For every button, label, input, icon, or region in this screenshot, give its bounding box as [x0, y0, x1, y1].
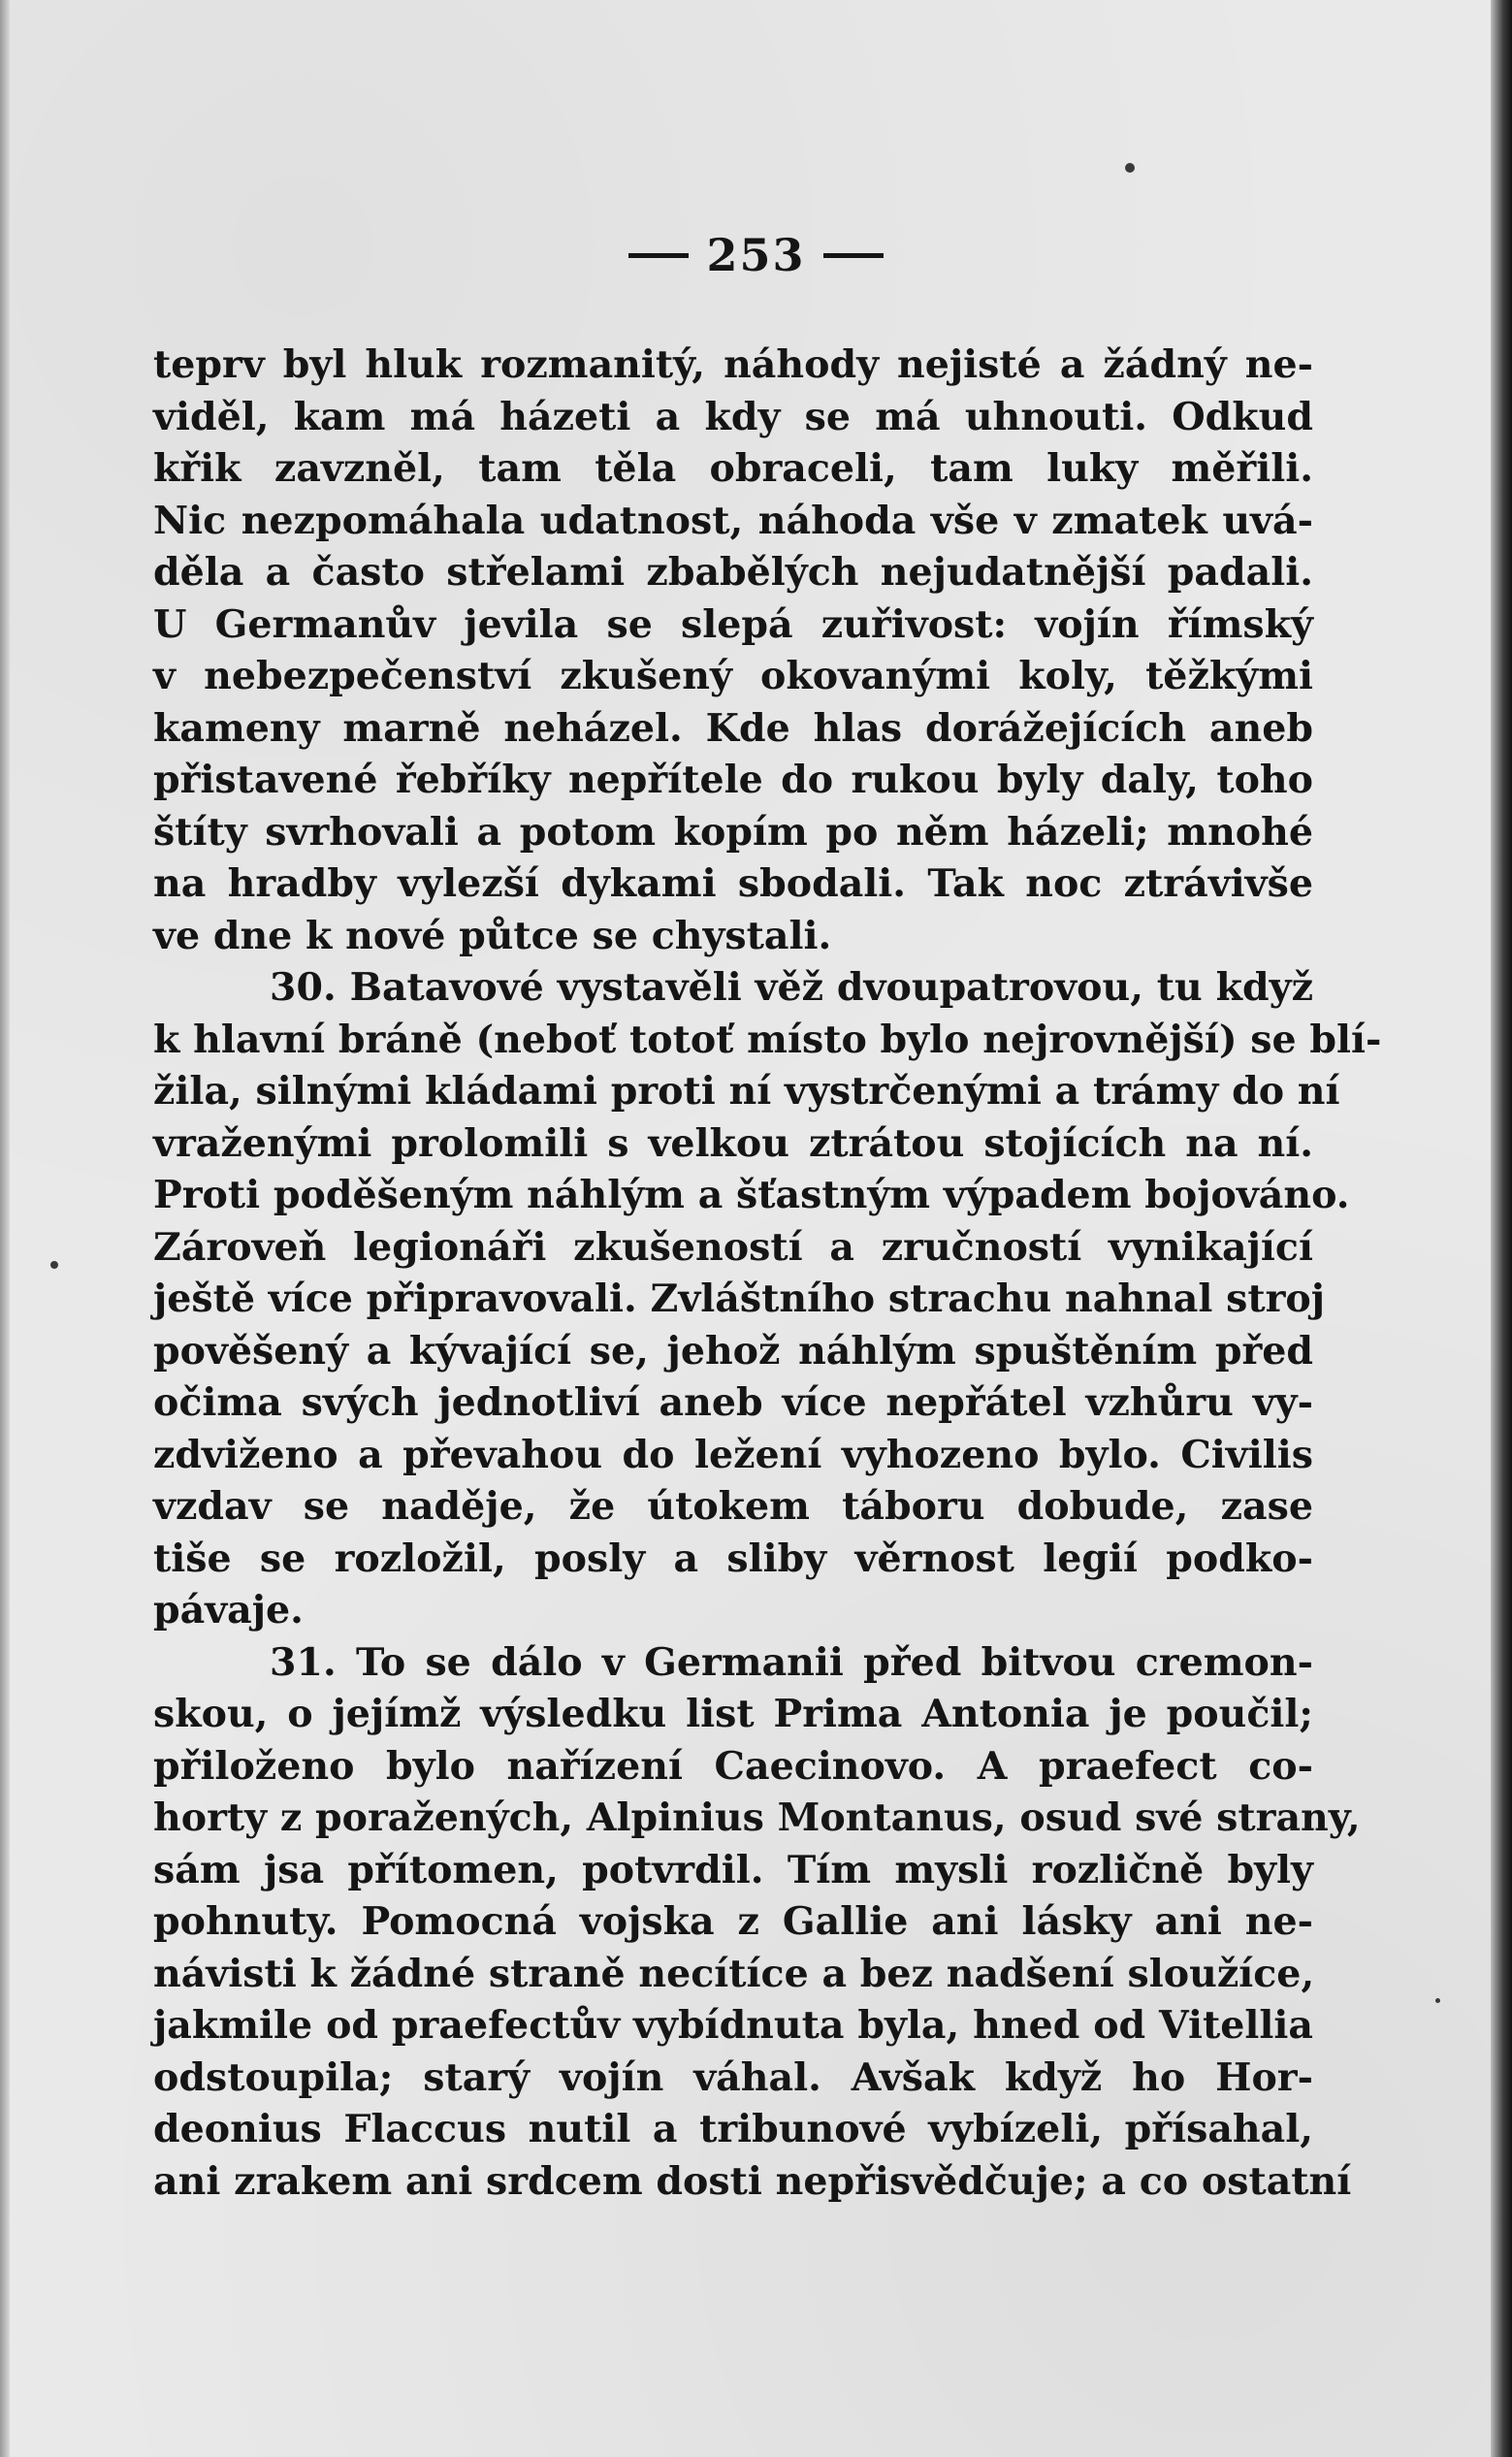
page-number-value: 253 — [706, 229, 806, 281]
text-line: pávaje. — [153, 1588, 304, 1633]
text-line: pověšený a kývající se, jehož náhlým spuštěním před — [153, 1328, 1313, 1374]
text-line: ani zrakem ani srdcem dosti nepřisvědčuje; a co ostatní — [153, 2158, 1352, 2204]
text-line: očima svých jednotliví aneb více nepřátel vzhůru vy- — [153, 1380, 1313, 1425]
page-number-dash-right — [823, 253, 884, 258]
ink-speck — [1435, 1998, 1440, 2003]
text-line: odstoupila; starý vojín váhal. Avšak když ho Hor- — [153, 2054, 1313, 2100]
text-line: na hradby vylezší dykami sbodali. Tak noc ztrávivše — [153, 861, 1313, 906]
ink-speck — [1125, 163, 1135, 173]
ink-speck — [50, 1261, 58, 1269]
page-number-dash-left — [628, 253, 689, 258]
text-line: děla a často střelami zbabělých nejudatnější padali. — [153, 550, 1313, 595]
text-line: tiše se rozložil, posly a sliby věrnost legií podko- — [153, 1536, 1313, 1581]
text-line: viděl, kam má házeti a kdy se má uhnouti. Odkud — [153, 394, 1313, 439]
text-line: přistavené řebříky nepřítele do rukou byly daly, toho — [153, 758, 1313, 802]
text-line: kameny marně neházel. Kde hlas dorážejících aneb — [153, 705, 1313, 751]
text-line: skou, o jejímž výsledku list Prima Antonia je poučil; — [153, 1692, 1313, 1736]
text-line: přiloženo bylo nařízení Caecinovo. A praefect co- — [153, 1743, 1313, 1789]
text-line: U Germanův jevila se slepá zuřivost: vojín římský — [153, 601, 1313, 647]
text-line: Proti poděšeným náhlým a šťastným výpadem bojováno. — [153, 1173, 1350, 1217]
text-line: 30. Batavové vystavěli věž dvoupatrovou, tu když — [270, 965, 1313, 1010]
text-line: horty z poražených, Alpinius Montanus, osud své strany, — [153, 1795, 1361, 1840]
text-line: pohnuty. Pomocná vojska z Gallie ani lásky ani ne- — [153, 1899, 1313, 1944]
text-line: žila, silnými kládami proti ní vystrčenými a trámy do ní — [153, 1069, 1340, 1114]
text-line: teprv byl hluk rozmanitý, náhody nejisté a žádný ne- — [153, 342, 1313, 387]
text-line: ve dne k nové půtce se chystali. — [153, 913, 832, 958]
text-line: návisti k žádné straně necítíce a bez nadšení sloužíce, — [153, 1951, 1315, 1996]
text-line: štíty svrhovali a potom kopím po něm házeli; mnohé — [153, 809, 1313, 855]
page-number — [0, 229, 1512, 281]
body-text — [153, 339, 1382, 2208]
text-line: Nic nezpomáhala udatnost, náhoda vše v zmatek uvá- — [153, 498, 1313, 543]
text-line: ještě více připravovali. Zvláštního strachu nahnal stroj — [153, 1277, 1326, 1321]
text-line: křik zavzněl, tam těla obraceli, tam luky měřili. — [153, 446, 1313, 491]
text-line: jakmile od praefectův vybídnuta byla, hned od Vitellia — [153, 2003, 1313, 2048]
text-line: Zároveň legionáři zkušeností a zručností vynikající — [153, 1224, 1313, 1270]
text-line: sám jsa přítomen, potvrdil. Tím mysli rozličně byly — [153, 1847, 1313, 1892]
page-left-edge — [0, 0, 10, 2457]
text-line: zdviženo a převahou do ležení vyhozeno bylo. Civilis — [153, 1432, 1313, 1477]
text-line: v nebezpečenství zkušený okovanými koly, těžkými — [153, 654, 1313, 698]
text-line: deonius Flaccus nutil a tribunové vybízeli, přísahal, — [153, 2107, 1313, 2151]
text-line: 31. To se dálo v Germanii před bitvou cremon- — [270, 1639, 1313, 1685]
text-line: k hlavní bráně (neboť totoť místo bylo nejrovnější) se blí- — [153, 1017, 1382, 1062]
text-line: vzdav se naděje, že útokem táboru dobude, zase — [153, 1484, 1313, 1529]
text-line: vraženými prolomili s velkou ztrátou stojících na ní. — [153, 1120, 1313, 1166]
page-right-edge — [1491, 0, 1512, 2457]
